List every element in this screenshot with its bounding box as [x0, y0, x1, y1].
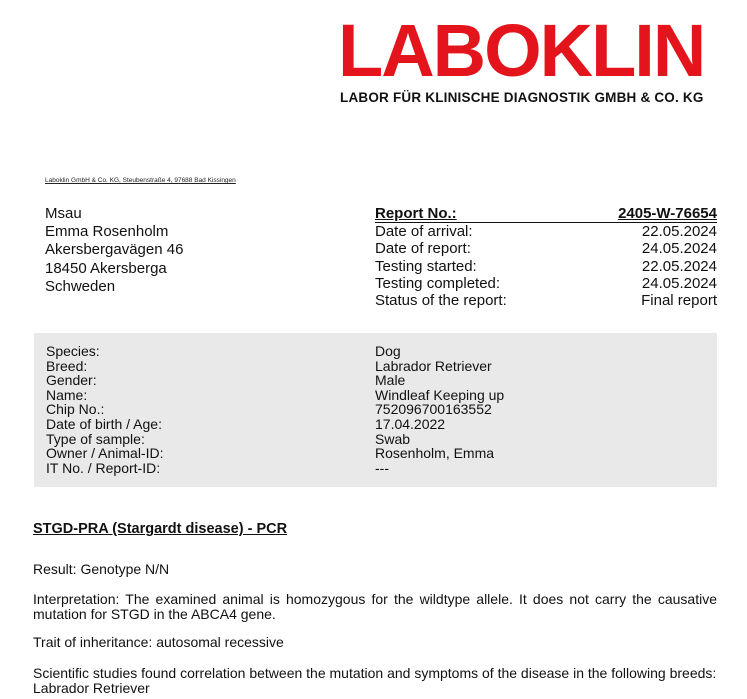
animal-value: Windleaf Keeping up [375, 386, 505, 403]
report-number-value: 2405-W-76654 [618, 205, 717, 222]
recipient-line: Emma Rosenholm [45, 223, 169, 241]
animal-row [46, 359, 504, 374]
recipient-line: 18450 Akersberga [45, 259, 167, 277]
animal-value: Dog [375, 343, 401, 359]
result-text: Result: Genotype N/N [33, 561, 170, 577]
animal-label: Gender: [46, 372, 97, 389]
test-title: STGD-PRA (Stargardt disease) - PCR [33, 521, 288, 537]
report-row-label: Testing completed: [375, 274, 501, 292]
animal-value: Labrador Retriever [375, 357, 492, 374]
animal-row [46, 417, 504, 432]
animal-value: 752096700163552 [375, 401, 492, 418]
recipient-address [45, 205, 183, 296]
report-row [375, 275, 717, 292]
report-row-value: Final report [641, 292, 717, 310]
animal-value: Rosenholm, Emma [375, 445, 495, 462]
animal-label: Date of birth / Age: [46, 415, 162, 432]
recipient-line: Schweden [45, 277, 116, 295]
report-info [375, 205, 717, 309]
animal-value: Male [375, 372, 406, 389]
animal-row [46, 344, 504, 359]
report-row [375, 258, 717, 275]
animal-label: Name: [46, 386, 88, 403]
animal-label: Breed: [46, 357, 88, 374]
inheritance-text: Trait of inheritance: autosomal recessive [33, 634, 284, 650]
report-row-label: Status of the report: [375, 292, 507, 310]
animal-value: Swab [375, 430, 411, 447]
report-row-label: Date of arrival: [375, 223, 473, 241]
laboklin-logo: LABOKLIN [338, 9, 705, 92]
animal-row [46, 373, 504, 388]
animal-label: Chip No.: [46, 401, 105, 418]
animal-label: Owner / Animal-ID: [46, 445, 164, 462]
animal-row [46, 461, 504, 476]
interpretation-text: Interpretation: The examined animal is homozygous for the wildtype allele. It does not carry the causative mutation for STGD in the ABCA4 gene. [33, 591, 717, 622]
animal-row [46, 432, 504, 447]
animal-label: Species: [46, 343, 100, 359]
sender-address-line: Laboklin GmbH & Co. KG, Steubenstraße 4, 97688 Bad Kissingen [45, 177, 236, 184]
report-row-value: 22.05.2024 [641, 257, 717, 275]
animal-info [46, 344, 504, 475]
animal-row [46, 388, 504, 403]
studies-text: Scientific studies found correlation between the mutation and symptoms of the disease in the following breeds: [33, 665, 717, 681]
report-row-label: Testing started: [375, 257, 477, 275]
report-row [375, 240, 717, 257]
animal-row [46, 446, 504, 461]
report-row-label: Date of report: [375, 240, 471, 258]
report-row-value: 22.05.2024 [641, 223, 717, 241]
recipient-line: Akersbergavägen 46 [45, 241, 184, 259]
animal-row [46, 402, 504, 417]
report-number-label: Report No.: [375, 205, 457, 222]
recipient-line: Msau [45, 205, 82, 222]
animal-value: 17.04.2022 [375, 415, 446, 432]
report-row-value: 24.05.2024 [641, 240, 717, 258]
animal-label: IT No. / Report-ID: [46, 459, 161, 476]
breeds-text: Labrador Retriever [33, 680, 150, 696]
report-number-row [375, 205, 717, 223]
report-row-value: 24.05.2024 [641, 274, 717, 292]
animal-value: --- [375, 459, 389, 476]
animal-label: Type of sample: [46, 430, 145, 447]
report-row [375, 292, 717, 309]
company-subtitle: LABOR FÜR KLINISCHE DIAGNOSTIK GMBH & CO. KG [340, 90, 704, 105]
report-row [375, 223, 717, 240]
